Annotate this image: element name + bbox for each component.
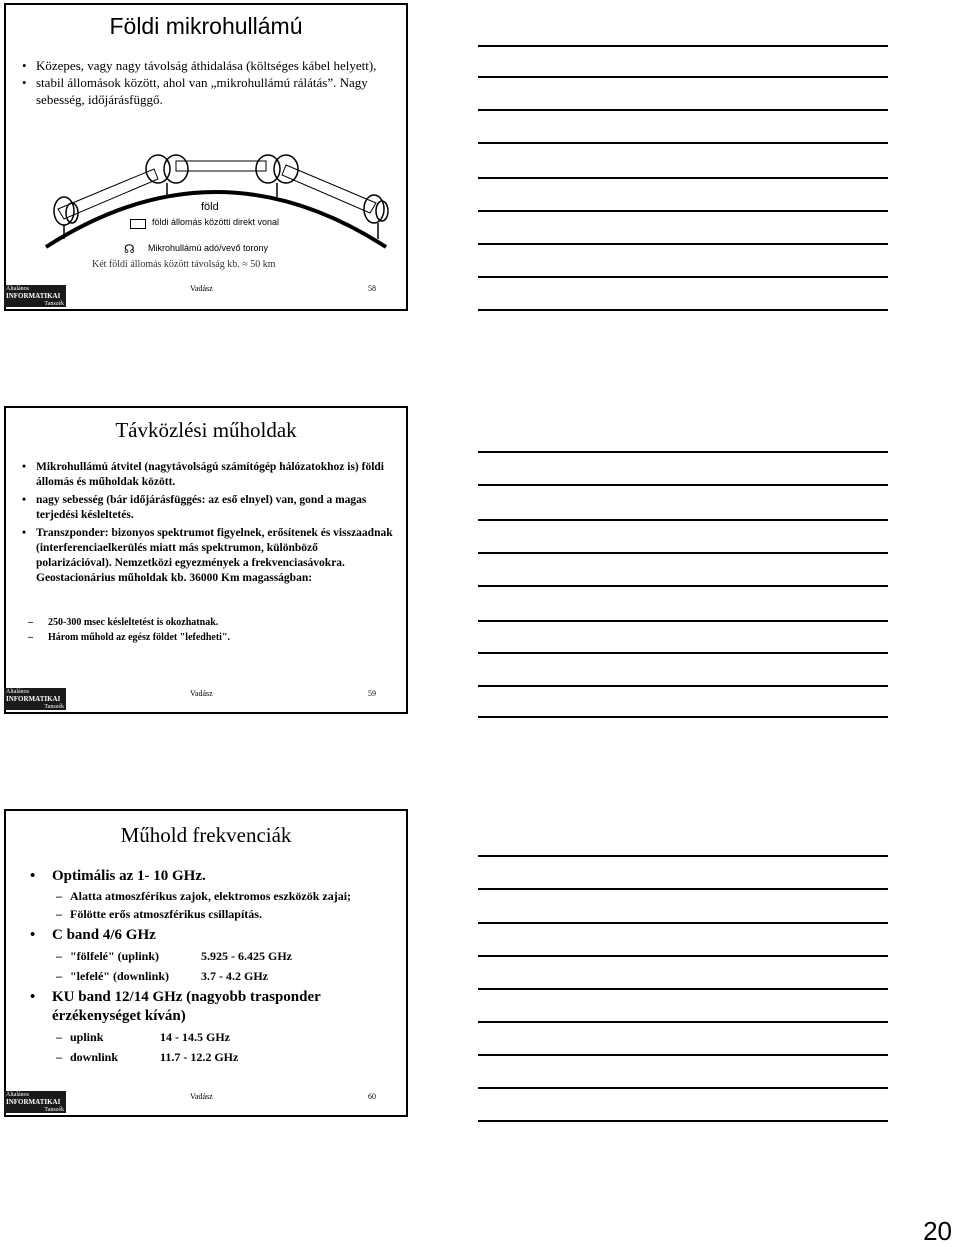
bullet-item: • Transzponder: bizonyos spektrumot figyelnek, erősítenek és visszaadnak (interferenciaelkerülés miatt más spektrumon, különböző polarizációval). Nemzetközi egyezmények a frekvenciasávokra. Geostacionárius műholdak kb. 36000 Km magasságban: bbox=[22, 527, 393, 584]
department-logo: Általános INFORMATIKAI Tanszék bbox=[6, 1092, 64, 1113]
footer-page: 59 bbox=[368, 689, 376, 698]
frequency-list bbox=[26, 867, 392, 1066]
bullet-item: • Mikrohullámú átvitel (nagytávolságú számítógép hálózatokhoz is) földi állomás és műholdak között. bbox=[22, 461, 384, 488]
distance-label: Két földi állomás között távolság kb. ≈ 50 km bbox=[92, 259, 276, 270]
direct-line-label: földi állomás közötti direkt vonal bbox=[152, 217, 280, 227]
department-logo: Általános INFORMATIKAI Tanszék bbox=[6, 689, 64, 710]
tower-legend-icon: ☊ bbox=[124, 242, 135, 256]
bullet-item: • stabil állomások között, ahol van „mikrohullámú rálátás”. Nagy sebesség, időjárásfüggő. bbox=[22, 75, 368, 107]
sub-bullet-item: – uplink 14 - 14.5 GHz bbox=[56, 1030, 230, 1044]
bullet-item: • C band 4/6 GHz bbox=[30, 927, 156, 943]
slide-title: Földi mikrohullámú bbox=[109, 13, 303, 39]
microwave-diagram bbox=[36, 147, 396, 252]
bullet-item: • nagy sebesség (bár időjárásfüggés: az eső elnyel) van, gond a magas terjedési késleltetés. bbox=[22, 494, 367, 521]
department-logo: Általános INFORMATIKAI Tanszék bbox=[6, 286, 64, 307]
slide-60 bbox=[4, 809, 408, 1117]
beam-left bbox=[58, 169, 158, 219]
slide-58 bbox=[4, 3, 408, 311]
sub-bullet-item: – Alatta atmoszférikus zajok, elektromos eszközök zajai; bbox=[56, 889, 352, 903]
slide-title: Távközlési műholdak bbox=[115, 418, 297, 442]
bullet-item: • Közepes, vagy nagy távolság áthidalása (költséges kábel helyett), bbox=[22, 58, 377, 73]
footer-author: Vadász bbox=[190, 689, 213, 698]
page-number: 20 bbox=[923, 1216, 952, 1246]
slide-title: Műhold frekvenciák bbox=[120, 823, 292, 847]
sub-bullet-item: – 250-300 msec késleltetést is okozhatnak. bbox=[28, 617, 219, 628]
sub-bullet-item: – "lefelé" (downlink) 3.7 - 4.2 GHz bbox=[56, 969, 268, 983]
bullet-item: • KU band 12/14 GHz (nagyobb trasponder érzékenységet kíván) bbox=[30, 989, 321, 1024]
sub-bullet-item: – Három műhold az egész földet "lefedheti". bbox=[28, 632, 231, 643]
sub-bullet-list bbox=[28, 615, 230, 645]
footer-author: Vadász bbox=[190, 1092, 213, 1101]
slide-59 bbox=[4, 406, 408, 714]
legend-box bbox=[130, 219, 146, 229]
earth-label: föld bbox=[201, 201, 219, 213]
bullet-list bbox=[22, 460, 394, 586]
bullet-item: • Optimális az 1- 10 GHz. bbox=[30, 868, 206, 884]
tower-icon bbox=[54, 197, 74, 225]
footer-page: 58 bbox=[368, 284, 376, 293]
sub-bullet-item: – "fölfelé" (uplink) 5.925 - 6.425 GHz bbox=[56, 949, 292, 963]
bullet-list bbox=[22, 57, 394, 108]
tower-label: Mikrohullámú adó/vevő torony bbox=[148, 243, 269, 253]
beam-middle bbox=[176, 161, 266, 171]
tower-icon bbox=[364, 195, 384, 223]
footer-author: Vadász bbox=[190, 284, 213, 293]
footer-page: 60 bbox=[368, 1092, 376, 1101]
sub-bullet-item: – Fölötte erős atmoszférikus csillapítás. bbox=[56, 907, 262, 921]
sub-bullet-item: – downlink 11.7 - 12.2 GHz bbox=[56, 1050, 239, 1064]
tower-icon bbox=[256, 155, 280, 183]
